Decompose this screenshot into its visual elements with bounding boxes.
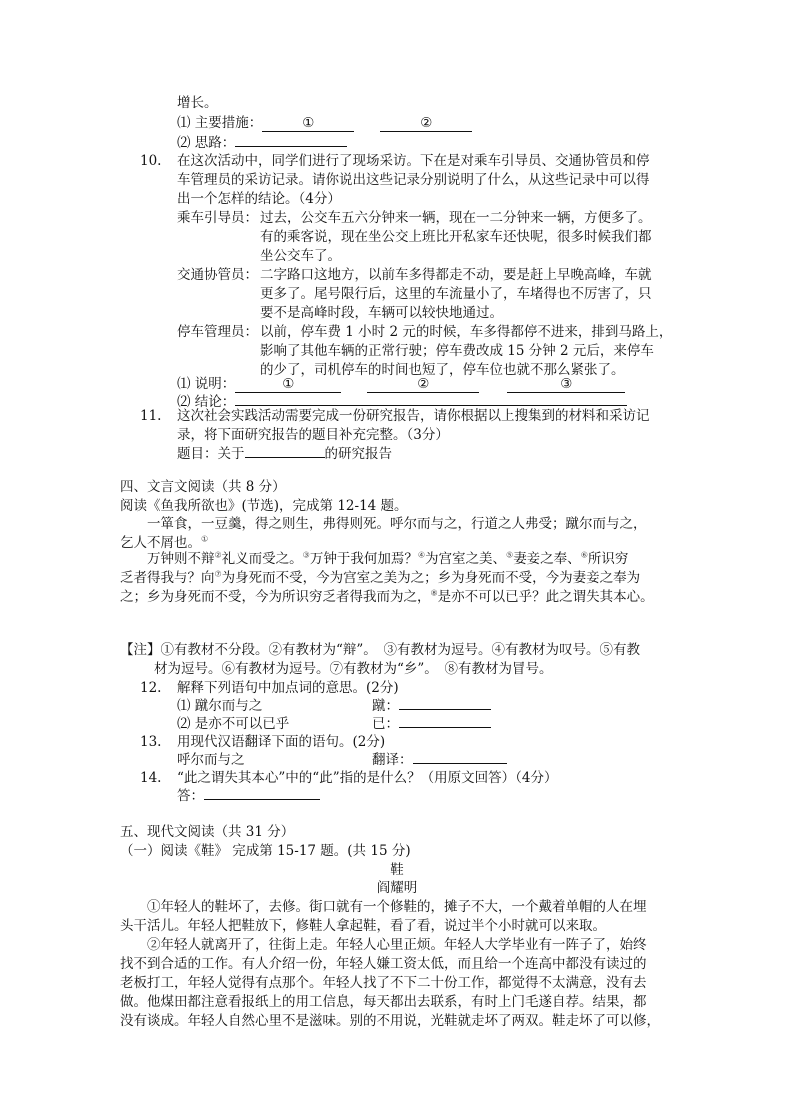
section5-sub: （一）阅读《鞋》 完成第 15-17 题。(共 15 分)	[120, 843, 411, 859]
article-line: 找不到合适的工作。有人介绍一份，年轻人嫌工资太低，而且给一个连高中都没有读过的	[120, 956, 647, 972]
notes-line: 材为逗号。⑥有教材为逗号。⑦有教材为“乡”。 ⑧有教材为冒号。	[154, 661, 553, 677]
article-title: 鞋	[390, 862, 404, 878]
footnote-mark: ⑤	[506, 550, 514, 560]
section4-heading: 四、文言文阅读（共 8 分）	[120, 479, 286, 495]
parking-text: 以前，停车费 1 小时 2 元的时候，车多得都停不进来，排到马路上，	[260, 324, 673, 340]
q10-explain	[177, 375, 625, 395]
q9-measure-blank-2[interactable]: ②	[380, 116, 472, 132]
passage-line	[147, 550, 628, 570]
q9-measure-label: ⑴ 主要措施：	[177, 115, 263, 131]
q12-answer-label: 已：	[372, 716, 399, 732]
traffic-text: 更多了。尾号限行后，这里的车流量小了，车堵得也不厉害了，只	[260, 286, 652, 302]
section5-heading: 五、现代文阅读（共 31 分）	[120, 824, 295, 840]
q14-text: “此之谓失其本心”中的“此”指的是什么？（用原文回答）（4分）	[177, 770, 558, 786]
section4-intro: 阅读《鱼我所欲也》(节选)，完成第 12-14 题。	[120, 498, 408, 514]
q14-answer-label: 答：	[177, 788, 204, 804]
passage-text: 礼义而受之。	[221, 551, 303, 567]
footnote-mark: ⑥	[580, 550, 588, 560]
q9-idea-label: ⑵ 思路：	[177, 135, 236, 151]
q10-text: 车管理员的采访记录。请你说出这些记录分别说明了什么，从这些记录中可以得	[177, 172, 650, 188]
footnote-mark: ④	[417, 550, 426, 560]
q9-idea	[177, 134, 347, 154]
q11-title-blank[interactable]	[245, 457, 325, 458]
passage-text: 所识穷	[587, 551, 629, 567]
passage-text: 妻妾之奉、	[513, 551, 581, 567]
article-line: 头干活儿。年轻人把鞋放下，修鞋人拿起鞋，看了看，说过半个小时就可以来取。	[120, 918, 606, 934]
passage-line	[120, 569, 640, 589]
q14-answer	[177, 787, 320, 807]
q10-explain-blank-3[interactable]: ③	[507, 377, 625, 393]
footnote-mark: ③	[302, 550, 310, 560]
footnote-mark: ①	[201, 534, 209, 544]
passage-text: 为宫室之美、	[425, 551, 507, 567]
q9-line: 增长。	[177, 95, 218, 111]
notes-line: 【注】①有教材不分段。②有教材为“辩”。 ③有教材为逗号。④有教材为叹号。⑤有教	[120, 642, 641, 658]
q12-item: ⑵ 是亦不可以已乎	[177, 716, 290, 732]
q12-text: 解释下列语句中加点词的意思。(2分)	[177, 680, 399, 696]
passage-text: 乏者得我与？向	[120, 570, 215, 586]
q13-number: 13.	[140, 734, 162, 750]
passage-text: 乞人不屑也。	[120, 535, 201, 551]
q10-text: 在这次活动中，同学们进行了现场采访。下在是对乘车引导员、交通协管员和停	[177, 153, 650, 169]
q10-conclusion-label: ⑵ 结论：	[177, 394, 236, 410]
q11-title-prefix: 题目：关于	[177, 446, 245, 462]
parking-label: 停车管理员：	[177, 324, 258, 340]
q13-text: 用现代汉语翻译下面的语句。(2分)	[177, 734, 386, 750]
q9-measure-blank-1[interactable]: ①	[262, 116, 354, 132]
traffic-text: 要不是高峰时段，车辆可以较快地通过。	[260, 305, 503, 321]
q11-title	[177, 445, 392, 465]
passage-text: 万钟于我何加焉？	[309, 551, 418, 567]
q12-answer	[372, 697, 491, 717]
q11-text: 这次社会实践活动需要完成一份研究报告，请你根据以上搜集到的材料和采访记	[177, 408, 650, 424]
guide-label: 乘车引导员：	[177, 210, 258, 226]
article-line: 没有谈成。年轻人自然心里不是滋味。别的不用说，光鞋就走坏了两双。鞋走坏了可以修，	[120, 1013, 660, 1029]
q11-title-suffix: 的研究报告	[324, 446, 392, 462]
q12-item: ⑴ 蹴尔而与之	[177, 698, 263, 714]
article-line: 老板打工，年轻人觉得有点那个。年轻人找了不下二十份工作，都觉得不太满意，没有去	[120, 975, 647, 991]
passage-text: 之；乡为身死而不受，今为所识穷乏者得我而为之，	[120, 589, 431, 605]
guide-text: 有的乘客说，现在坐公交上班比开私家车还快呢，很多时候我们都	[260, 229, 652, 245]
guide-text: 过去，公交车五六分钟来一辆，现在一二分钟来一辆，方便多了。	[260, 210, 652, 226]
article-line: ②年轻人就离开了，往街上走。年轻人心里正烦。年轻人大学毕业有一阵子了，始终	[147, 937, 647, 953]
q14-number: 14.	[140, 770, 162, 786]
q12-answer-blank[interactable]	[399, 727, 491, 728]
passage-text: 是亦不可以已乎？此之谓失其本心。	[437, 589, 654, 605]
passage-text: 万钟则不辩	[147, 551, 215, 567]
q10-explain-blank-2[interactable]: ②	[367, 377, 479, 393]
article-line: 做。他煤田都注意看报纸上的用工信息，每天都出去联系，有时上门毛遂自荐。结果，都	[120, 994, 647, 1010]
traffic-label: 交通协管员：	[177, 267, 258, 283]
q12-answer-label: 蹴：	[372, 698, 399, 714]
q10-conclusion-blank[interactable]	[235, 405, 627, 406]
q11-number: 11.	[140, 408, 162, 424]
q13-answer-blank[interactable]	[413, 763, 507, 764]
parking-text: 的少了，司机停车的时间也短了，停车位也就不那么紧张了。	[260, 362, 625, 378]
q12-answer	[372, 715, 491, 735]
guide-text: 坐公交车了。	[260, 248, 341, 264]
q12-answer-blank[interactable]	[399, 709, 491, 710]
traffic-text: 二字路口这地方，以前车多得都走不动，要是赶上早晚高峰，车就	[260, 267, 652, 283]
q10-explain-blank-1[interactable]: ①	[235, 377, 341, 393]
q10-explain-label: ⑴ 说明：	[177, 376, 236, 392]
article-line: ①年轻人的鞋坏了，去修。街口就有一个修鞋的，摊子不大，一个戴着单帽的人在埋	[147, 899, 647, 915]
q9-idea-blank[interactable]	[235, 146, 347, 147]
passage-line	[120, 588, 654, 608]
q13-answer	[372, 751, 507, 771]
article-author: 阎耀明	[376, 880, 418, 896]
q12-number: 12.	[140, 680, 162, 696]
passage-line: 一箪食，一豆羹，得之则生，弗得则死。呼尔而与之，行道之人弗受；蹴尔而与之，	[147, 516, 647, 532]
q10-text: 出一个怎样的结论。（4分）	[177, 191, 341, 207]
q13-answer-label: 翻译：	[372, 752, 413, 768]
q10-number: 10.	[140, 153, 162, 169]
footnote-mark: ⑧	[430, 588, 438, 598]
footnote-mark: ②	[214, 550, 222, 560]
footnote-mark: ⑦	[214, 569, 222, 579]
q13-item: 呼尔而与之	[177, 752, 245, 768]
passage-text: 为身死而不受，今为宫室之美为之；乡为身死而不受，今为妻妾之奉为	[221, 570, 641, 586]
q11-text: 录，将下面研究报告的题目补充完整。（3分）	[177, 427, 449, 443]
q9-measures	[177, 114, 472, 134]
parking-text: 影响了其他车辆的正常行驶；停车费改成 15 分钟 2 元后，来停车	[260, 343, 654, 359]
q14-answer-blank[interactable]	[204, 799, 320, 800]
